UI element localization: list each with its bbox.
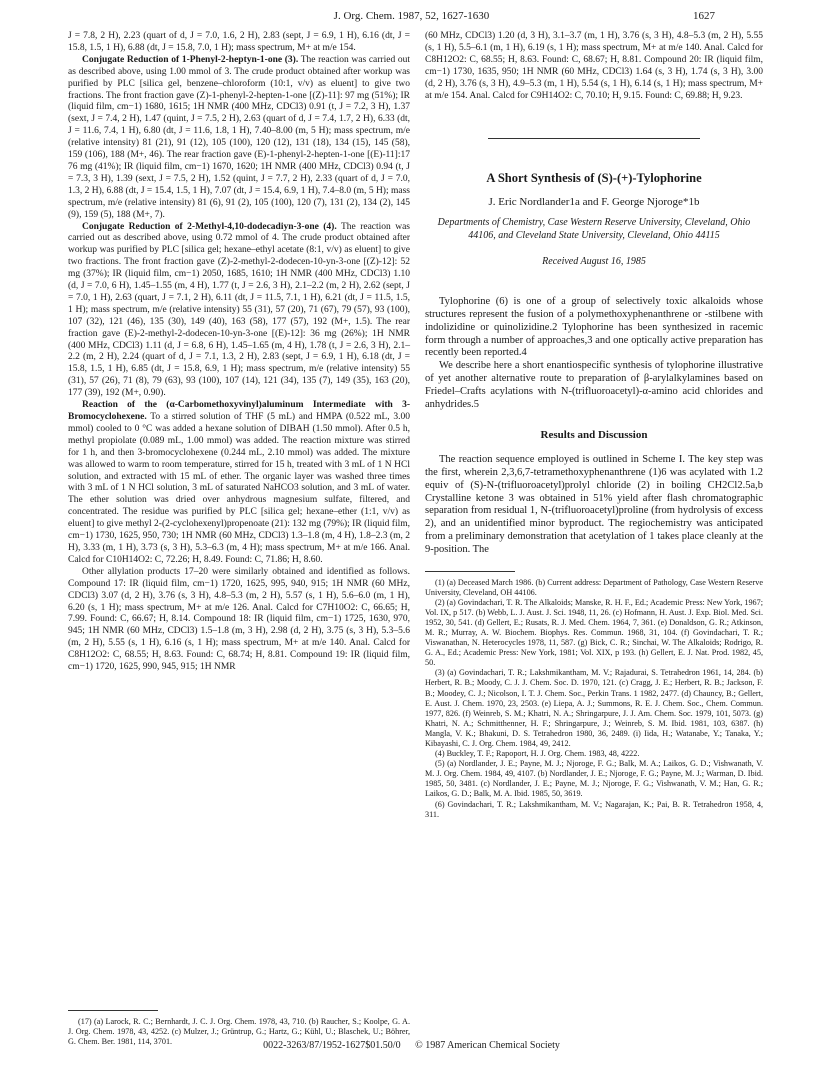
page-number: 1627 [693, 10, 715, 22]
article-title: A Short Synthesis of (S)-(+)-Tylophorine [486, 171, 702, 186]
article-authors: J. Eric Nordlander1a and F. George Njoroge*1b [488, 196, 700, 209]
experimental-paragraph [68, 222, 410, 401]
paragraph-heading: Conjugate Reduction of 1-Phenyl-2-heptyn-1-one (3). [82, 54, 299, 65]
footnote: (2) (a) Govindachari, T. R. The Alkaloids; Manske, R. H. F., Ed.; Academic Press: New York, 1967; Vol. IX, p 517. (b) Webb, L. J. Aust. J. Sci. 1948, 11, 26. (c) Hofmann, H. Aust. J. Exp. Biol. Med. Sci. 1952, 30, 541. (d) Gellert, E.; Rusats, R. J. Med. Chem. 1964, 7, 361. (e) Donaldson, G. R.; Atkinson, M. R.; Murray, A. W. Biochem. Biophys. Res. Commun. 1968, 31, 104. (f) Govindachari, T. R.; Viswanathan, N. Heterocycles 1978, 11, 587. (g) Bick, C. R.; Sinchai, W. The Alkaloids; Rodrigo, R. G. A., Ed.; Academic Press: New York, 1981; Vol. XIX, p 193. (h) Gellert, E. J. Nat. Prod. 1982, 45, 50. [425, 597, 763, 668]
paragraph-body: The reaction was carried out as described above, using 1.00 mmol of 3. The crude product obtained after workup was purified by PLC [silica gel, benzene–chloroform (10:1, v/v) as eluent] to give two fractions. The front fraction gave (Z)-1-phenyl-2-hepten-1-one [(Z)-11]: 97 mg (51%); IR (liquid film, cm−1) 1680, 1615; 1H NMR (400 MHz, CDCl3) 0.91 (t, J = 7.2, 3 H), 1.37 (sext, J = 7.4, 2 H), 1.47 (quint, J = 7.5, 2 H), 2.63 (quart of d, J = 7.4, 1.7, 2 H), 6.33 (dt, J = 11.6, 7.4, 1 H), 6.80 (dt, J = 11.6, 1.8, 1 H), 7.40–8.00 (m, 5 H); mass spectrum, m/e (relative intensity) 81 (21), 91 (12), 105 (100), 120 (12), 131 (18), 134 (15), 145 (58), 159 (106), 188 (M+, 46). The rear fraction gave (E)-1-phenyl-2-hepten-1-one [(E)-11]:17 76 mg (41%); IR (liquid film, cm−1) 1670, 1620; 1H NMR (400 MHz, CDCl3) 0.94 (t, J = 7.3, 3 H), 1.39 (sext, J = 7.5, 2 H), 1.52 (quint, J = 7.7, 2 H), 2.33 (quart of d, J = 7.0, 1.3, 2 H), 6.88 (dt, J = 15.4, 1.5, 1 H), 7.07 (dt, J = 15.4, 6.9, 1 H), 7.4–8.0 (m, 5 H); mass spectrum, m/e (relative intensity) 81 (6), 91 (2), 105 (100), 120 (7), 131 (2), 134 (2), 145 (9), 159 (5), 188 (M+, 7). [68, 54, 410, 220]
experimental-paragraph: (60 MHz, CDCl3) 1.20 (d, 3 H), 3.1–3.7 (m, 1 H), 3.76 (s, 3 H), 4.8–5.3 (m, 2 H), 5.55 (s, 1 H), 5.5–6.1 (m, 1 H), 6.19 (s, 1 H); mass spectrum, M+ at m/e 140. Anal. Calcd for C8H12O2: C, 68.55; H, 8.63. Found: C, 68.67; H, 8.81. Compound 20: IR (liquid film, cm−1) 1730, 1635, 950; 1H NMR (60 MHz, CDCl3) 1.64 (s, 3 H), 1.74 (s, 3 H), 3.00 (d, 2 H), 3.76 (s, 3 H), 4.9–5.3 (m, 1 H), 5.54 (s, 1 H), 6.14 (s, 1 H); mass spectrum, M+ at m/e 154. Anal. Calcd for C9H14O2: C, 70.10; H, 9.15. Found: C, 69.88; H, 9.23. [425, 31, 763, 101]
author-affiliation: Departments of Chemistry, Case Western Reserve University, Cleveland, Ohio 44106, and Cleveland State University, Cleveland, Ohio 44115 [437, 217, 751, 241]
running-header: J. Org. Chem. 1987, 52, 1627-1630 [333, 10, 490, 22]
experimental-paragraph: Other allylation products 17–20 were similarly obtained and identified as follows. Compound 17: IR (liquid film, cm−1) 1720, 1625, 995, 940, 915; 1H NMR (60 MHz, CDCl3) 3.07 (d, 2 H), 3.76 (s, 3 H), 4.8–5.3 (m, 2 H), 5.57 (s, 1 H), 5.6–6.0 (m, 1 H), 6.20 (s, 1 H); mass spectrum, M+ at m/e 126. Anal. Calcd for C7H10O2: C, 66.65; H, 7.99. Found: C, 66.67; H, 8.14. Compound 18: IR (liquid film, cm−1) 1725, 1630, 970, 945; 1H NMR (60 MHz, CDCl3) 1.5–1.8 (m, 3 H), 2.98 (d, 2 H), 3.75 (s, 3 H), 5.3–5.6 (m, 2 H), 5.55 (s, 1 H), 6.16 (s, 1 H); mass spectrum, M+ at m/e 140. Anal. Calcd for C8H12O2: C, 68.55; H, 8.63. Found: C, 68.74; H, 8.81. Compound 19: IR (liquid film, cm−1) 1720, 1625, 990, 945, 915; 1H NMR [68, 566, 410, 673]
received-date: Received August 16, 1985 [542, 256, 646, 268]
footnote: (17) (a) Larock, R. C.; Bernhardt, J. C. J. Org. Chem. 1978, 43, 710. (b) Raucher, S.; Koolpe, G. A. J. Org. Chem. 1978, 43, 4252. (c) Mulzer, J.; Grüntrup, G.; Hartz, G.; Kühl, U.; Blaschek, U.; Böhrer, G. Chem. Ber. 1981, 114, 3701. [68, 1017, 410, 1047]
page-footer [0, 1040, 823, 1051]
left-column [68, 31, 410, 674]
section-heading: Results and Discussion [540, 429, 648, 442]
experimental-paragraph: J = 7.8, 2 H), 2.23 (quart of d, J = 7.0, 1.6, 2 H), 2.83 (sept, J = 6.9, 1 H), 6.16 (dt, J = 15.8, 1.5, 1 H), 6.88 (dt, J = 15.8, 7.0, 1 H); mass spectrum, M+ at m/e 154. [68, 31, 410, 53]
footnote: (1) (a) Deceased March 1986. (b) Current address: Department of Pathology, Case Western Reserve University, Cleveland, OH 44106. [425, 577, 763, 597]
paragraph-heading: Reaction of the (α-Carbomethoxyvinyl)aluminum Intermediate with 3-Bromocyclohexene. [68, 400, 410, 422]
experimental-paragraph [68, 400, 410, 567]
article-divider [488, 138, 700, 139]
body-paragraph: The reaction sequence employed is outlined in Scheme I. The key step was the first, wherein 2,3,6,7-tetramethoxyphenanthrene (1)6 was acylated with 1.2 equiv of (S)-N-(trifluoroacetyl)prolyl chloride (2) in boiling CH2Cl2.5a,b Crystalline ketone 3 was obtained in 51% yield after flash chromatographic separation from residual 1, N-(trifluoroacetyl)proline (from hydrolysis of excess 2), and an unidentified minor byproduct. The regiochemistry was anticipated from a preliminary demonstration that acetylation of 1 takes place cleanly at the 9-position. The [425, 454, 763, 555]
article-body [425, 296, 763, 556]
footnote: (3) (a) Govindachari, T. R.; Lakshmikantham, M. V.; Rajadurai, S. Tetrahedron 1961, 14, 284. (b) Herbert, R. B.; Moody, C. J. J. Chem. Soc. D. 1970, 121. (c) Cragg, J. E.; Herbert, R. B.; Jackson, F. B.; Moodey, C. J.; Nicolson, I. T. J. Chem. Soc., Perkin Trans. 1 1982, 2477. (d) Chauncy, B.; Gellert, E. Aust. J. Chem. 1970, 23, 2503. (e) Liepa, A. J.; Summons, R. E. J. Chem. Soc., Chem. Commun. 1977, 826. (f) Weinreb, S. M.; Khatri, N. A.; Shringarpure, J. J. Am. Chem. Soc. 1979, 101, 5073. (g) Khatri, N. A.; Schmitthenner, H. F.; Shringarpure, J.; Weinreb, S. M. Ibid. 1981, 103, 6387. (h) Mangla, V. K.; Bhakuni, D. S. Tetrahedron 1980, 36, 2489. (i) Iida, H.; Watanabe, Y.; Tanaka, Y.; Kibayashi, C. J. Org. Chem. 1984, 49, 2412. [425, 668, 763, 748]
paragraph-body: The reaction was carried out as described above, using 0.72 mmol of 4. The crude product obtained after workup was purified by PLC [silica gel; hexane–ethyl acetate (8:1, v/v) as eluent] to give two fractions. The front fraction gave (Z)-2-methyl-2-dodecen-10-yn-3-one [(Z)-12]: 52 mg (37%); IR (liquid film, cm−1) 2050, 1685, 1610; 1H NMR (400 MHz, CDCl3) 1.10 (d, J = 7.0, 6 H), 1.45–1.55 (m, 4 H), 1.77 (t, J = 2.6, 3 H), 2.1–2.2 (m, 2 H), 2.62 (sept, J = 7.0, 1 H), 2.63 (quart, J = 7.1, 2 H), 6.11 (dt, J = 11.5, 7.1, 1 H), 6.21 (dt, J = 11.5, 1.5, 1 H); mass spectrum, m/e (relative intensity) 55 (31), 57 (20), 71 (67), 79 (57), 93 (100), 107 (32), 121 (46), 135 (30), 149 (40), 163 (58), 177 (57), 192 (M+, 1.5). The rear fraction gave (E)-2-methyl-2-dodecen-10-yn-3-one [(E)-12]: 36 mg (26%); 1H NMR (400 MHz, CDCl3) 1.11 (d, J = 6.8, 6 H), 1.45–1.65 (m, 4 H), 1.78 (t, J = 2.6, 3 H), 2.1–2.2 (m, 2 H), 2.24 (quart of d, J = 7.1, 1.3, 2 H), 2.83 (sept, J = 6.9, 1 H), 6.18 (dt, J = 15.8, 1.5, 1 H), 6.85 (dt, J = 15.8, 6.9, 1 H); mass spectrum, m/e (relative intensity) 55 (31), 57 (26), 71 (8), 79 (63), 93 (100), 107 (14), 121 (34), 135 (7), 149 (35), 163 (20), 177 (39), 192 (M+, 0.90). [68, 221, 411, 399]
footnote: (4) Buckley, T. F.; Rapoport, H. J. Org. Chem. 1983, 48, 4222. [435, 749, 640, 759]
body-paragraph: Tylophorine (6) is one of a group of selectively toxic alkaloids whose structures represent the fusion of a polymethoxyphenanthrene or -stilbene with indolizidine or quinolizidine.2 Tylophorine has been synthesized in racemic form through a number of approaches,3 and one optically active preparation has recently been reported.4 [425, 296, 763, 359]
footnote-rule [425, 571, 515, 572]
copyright: © 1987 American Chemical Society [415, 1040, 560, 1051]
experimental-paragraph [68, 55, 410, 222]
paragraph-heading: Conjugate Reduction of 2-Methyl-4,10-dodecadiyn-3-one (4). [82, 221, 337, 232]
article-code: 0022-3263/87/1952-1627$01.50/0 [263, 1040, 401, 1051]
paragraph-body: To a stirred solution of THF (5 mL) and HMPA (0.522 mL, 3.00 mmol) cooled to 0 °C was added a hexane solution of DIBAH (1.50 mmol). After 0.5 h, methyl propiolate (0.089 mL, 1.00 mmol) was added. The reaction mixture was stirred for 1 h, and then 3-bromocyclohexene (0.244 mL, 2.10 mmol) was added. The mixture was allowed to warm to room temperature, stirred for 15 h, treated with 3 mL of 1 N HCl solution, and extracted with 15 mL of ether. The organic layer was washed three times with 3 mL of 1 N HCl solution, 3 mL of saturated NaHCO3 solution, and 3 mL of water. The ether solution was dried over anhydrous magnesium sulfate, filtered, and concentrated. The residue was purified by PLC [silica gel; hexane–ether (1:1, v/v) as eluent] to give methyl 2-(2-cyclohexenyl)propenoate (21): 132 mg (79%); IR (liquid film, cm−1) 1730, 1625, 950, 730; 1H NMR (60 MHz, CDCl3) 1.3–1.8 (m, 4 H), 1.8–2.3 (m, 2 H), 3.33 (m, 1 H), 3.73 (s, 3 H), 5.3–6.3 (m, 4 H); mass spectrum, M+ at m/e 166. Anal. Calcd for C10H14O2: C, 72.26; H, 8.49. Found: C, 71.86; H, 8.60. [68, 412, 410, 565]
right-column [425, 31, 763, 820]
footnote: (5) (a) Nordlander, J. E.; Payne, M. J.; Njoroge, F. G.; Balk, M. A.; Laikos, G. D.; Vishwanath, V. M. J. Org. Chem. 1984, 49, 4107. (b) Nordlander, J. E.; Njoroge, F. G.; Payne, M. J.; Warman, D. Ibid. 1985, 50, 3481. (c) Nordlander, J. E.; Payne, M. J.; Njoroge, F. G.; Vishwanath, V. M.; Han, G. R.; Laikos, G. D.; Balk, M. A. Ibid. 1985, 50, 3619. [425, 759, 763, 799]
footnote: (6) Govindachari, T. R.; Lakshmikantham, M. V.; Nagarajan, K.; Pai, B. R. Tetrahedron 1958, 4, 311. [425, 799, 763, 819]
right-footnotes [425, 571, 763, 820]
footnote-rule [68, 1010, 158, 1011]
body-paragraph: We describe here a short enantiospecific synthesis of tylophorine illustrative of yet another alternative route to preparation of β-arylalkylamines based on Friedel–Crafts acylations with N-(trifluoroacetyl)-α-amino acid chlorides and anhydrides.5 [425, 360, 763, 410]
